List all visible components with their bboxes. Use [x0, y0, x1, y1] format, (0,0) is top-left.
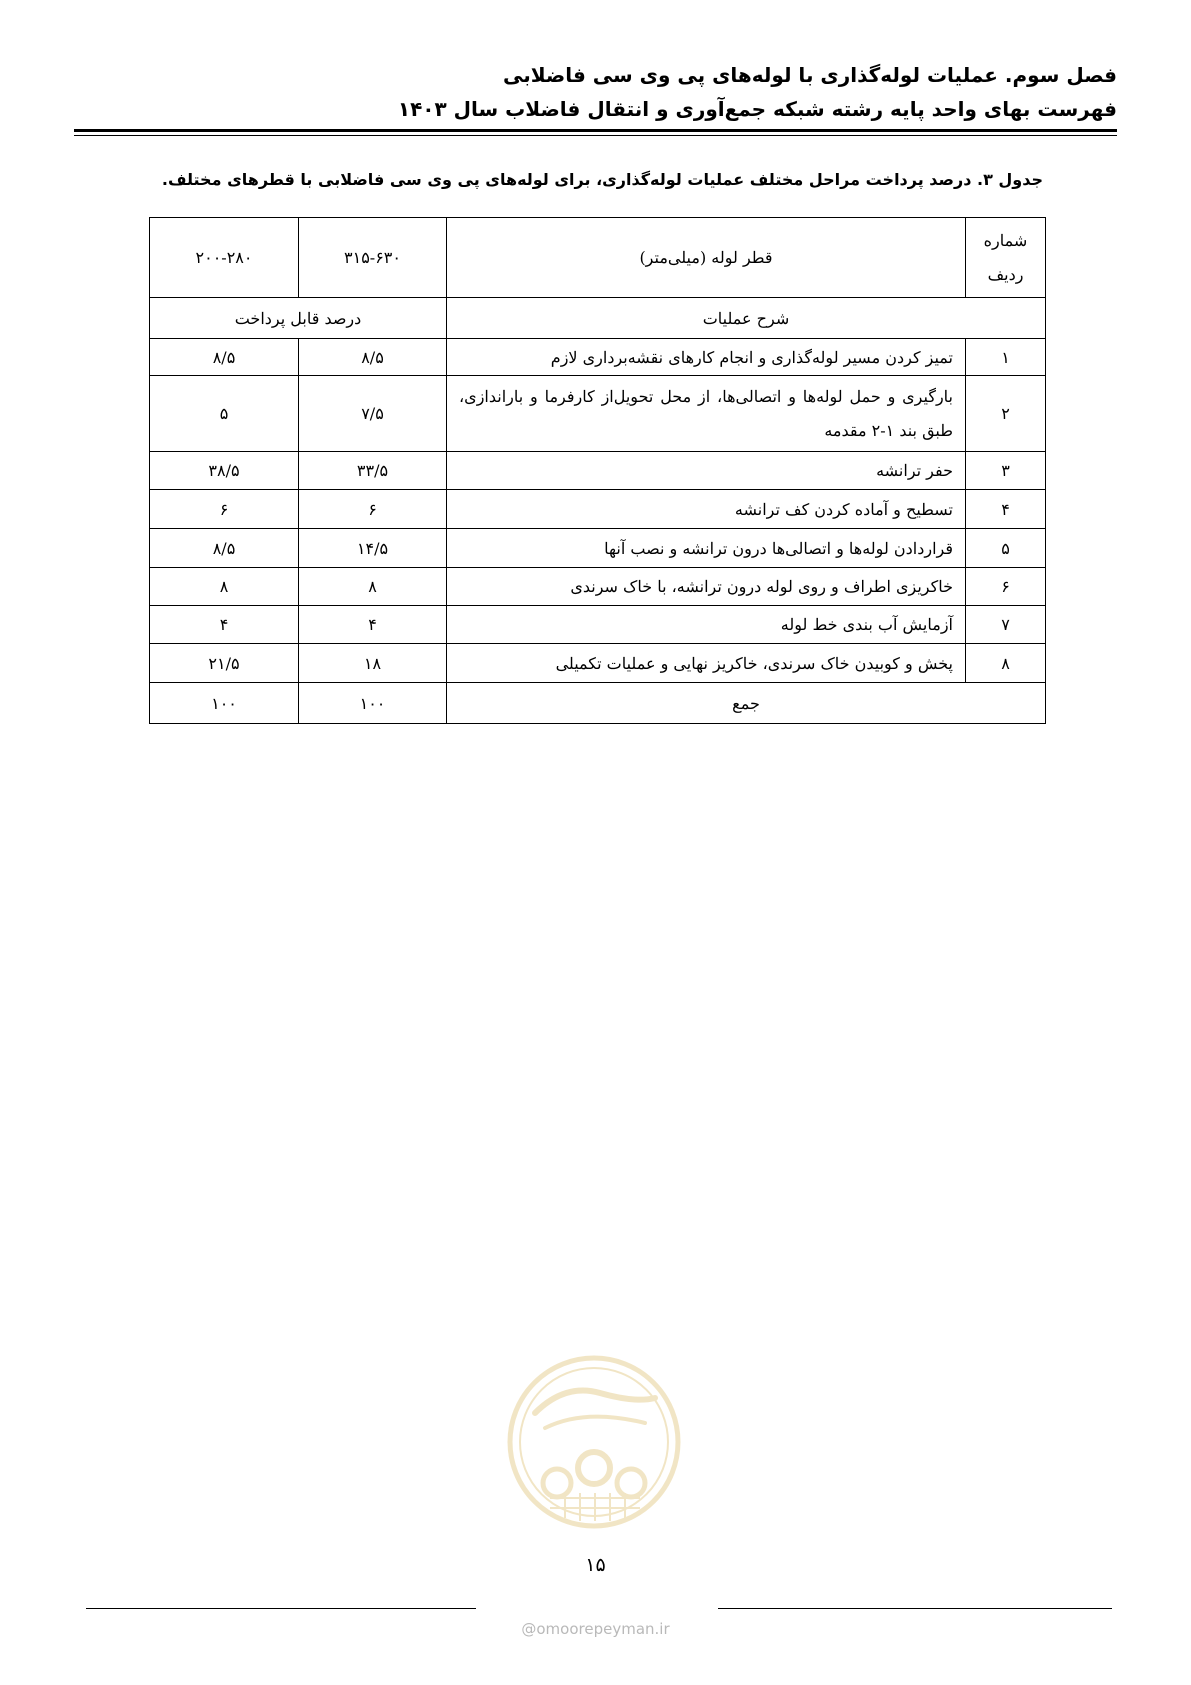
- table-row: [150, 339, 1046, 376]
- table-row: [150, 568, 1046, 606]
- row-number: ۳: [966, 452, 1046, 490]
- total-315-630: ۱۰۰: [299, 683, 447, 724]
- row-number: ۶: [966, 568, 1046, 606]
- table-caption: جدول ۳. درصد پرداخت مراحل مختلف عملیات لوله‌گذاری، برای لوله‌های پی وی سی فاضلابی با قطرهای مختلف.: [161, 170, 1043, 189]
- header-divider-thick: [74, 129, 1117, 132]
- percent-200-280: ۸/۵: [150, 339, 299, 376]
- footer-divider-left: [86, 1608, 476, 1609]
- total-label: جمع: [447, 683, 1046, 724]
- percent-200-280: ۴: [150, 606, 299, 644]
- row-number: ۷: [966, 606, 1046, 644]
- total-200-280: ۱۰۰: [150, 683, 299, 724]
- percent-200-280: ۵: [150, 376, 299, 452]
- row-number-header: شماره ردیف: [966, 218, 1046, 298]
- header-divider-thin: [74, 135, 1117, 136]
- page-number: ۱۵: [585, 1554, 606, 1576]
- operation-description: بارگیری و حمل لوله‌ها و اتصالی‌ها، از محل تحویل‌از کارفرما و باراندازی، طبق بند ۱-۲ مقدمه: [447, 376, 966, 452]
- document-title: فهرست بهای واحد پایه رشته شبکه جمع‌آوری و انتقال فاضلاب سال ۱۴۰۳: [397, 97, 1117, 121]
- operation-description: آزمایش آب بندی خط لوله: [447, 606, 966, 644]
- percent-315-630: ۱۸: [299, 644, 447, 683]
- percent-200-280: ۸: [150, 568, 299, 606]
- row-number: ۱: [966, 339, 1046, 376]
- footer-divider-right: [718, 1608, 1112, 1609]
- row-number: ۴: [966, 490, 1046, 529]
- percent-315-630: ۷/۵: [299, 376, 447, 452]
- operation-description: پخش و کوبیدن خاک سرندی، خاکریز نهایی و عملیات تکمیلی: [447, 644, 966, 683]
- percent-315-630: ۸/۵: [299, 339, 447, 376]
- operations-header: شرح عملیات: [447, 298, 1046, 339]
- payable-percentage-header: درصد قابل پرداخت: [150, 298, 447, 339]
- percent-200-280: ۶: [150, 490, 299, 529]
- table-row: [150, 376, 1046, 452]
- table-row: [150, 490, 1046, 529]
- percent-315-630: ۴: [299, 606, 447, 644]
- operation-description: خاکریزی اطراف و روی لوله درون ترانشه، با خاک سرندی: [447, 568, 966, 606]
- operation-description: حفر ترانشه: [447, 452, 966, 490]
- percent-315-630: ۱۴/۵: [299, 529, 447, 568]
- row-number: ۲: [966, 376, 1046, 452]
- percent-315-630: ۶: [299, 490, 447, 529]
- operation-description: تمیز کردن مسیر لوله‌گذاری و انجام کارهای نقشه‌برداری لازم: [447, 339, 966, 376]
- table-row: [150, 644, 1046, 683]
- table-row: [150, 529, 1046, 568]
- table-row: [150, 452, 1046, 490]
- range-200-280-header: ۲۰۰-۲۸۰: [150, 218, 299, 298]
- percent-200-280: ۳۸/۵: [150, 452, 299, 490]
- operation-description: تسطیح و آماده کردن کف ترانشه: [447, 490, 966, 529]
- diameter-header: قطر لوله (میلی‌متر): [447, 218, 966, 298]
- table-header-row: [150, 218, 1046, 298]
- range-315-630-header: ۳۱۵-۶۳۰: [299, 218, 447, 298]
- row-number: ۵: [966, 529, 1046, 568]
- percent-200-280: ۲۱/۵: [150, 644, 299, 683]
- table-total-row: [150, 683, 1046, 724]
- website-watermark: @omoorepeyman.ir: [521, 1620, 670, 1638]
- table-subheader-row: [150, 298, 1046, 339]
- chapter-title: فصل سوم. عملیات لوله‌گذاری با لوله‌های پی وی سی فاضلابی: [502, 63, 1117, 87]
- page-header: [75, 58, 1117, 126]
- row-number: ۸: [966, 644, 1046, 683]
- payment-percentage-table: [149, 217, 1046, 724]
- watermark-logo-icon: [505, 1353, 683, 1531]
- percent-315-630: ۸: [299, 568, 447, 606]
- table-row: [150, 606, 1046, 644]
- percent-200-280: ۸/۵: [150, 529, 299, 568]
- percent-315-630: ۳۳/۵: [299, 452, 447, 490]
- operation-description: قراردادن لوله‌ها و اتصالی‌ها درون ترانشه و نصب آنها: [447, 529, 966, 568]
